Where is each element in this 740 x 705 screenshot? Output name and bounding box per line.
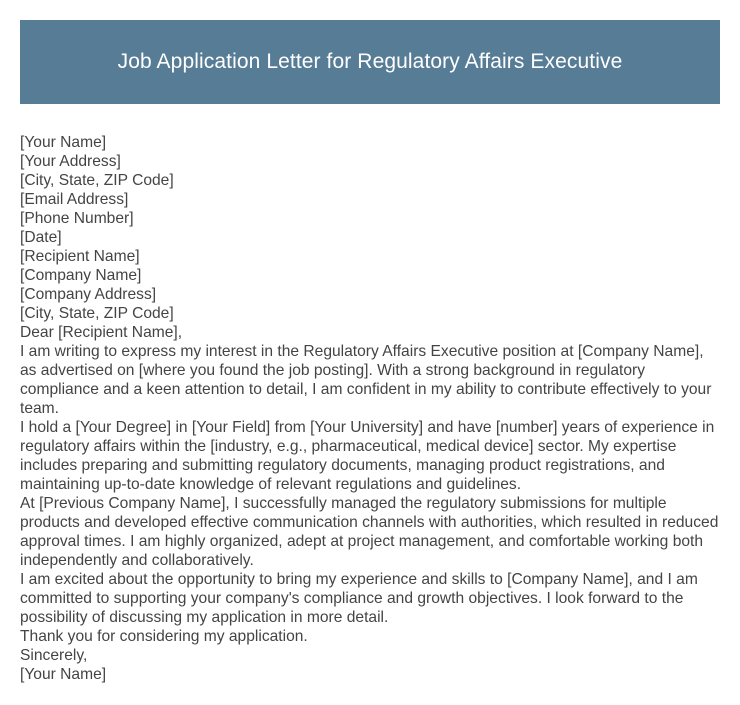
paragraph-intro: I am writing to express my interest in the Regulatory Affairs Executive position at [Company Name], as advertised on [where you found the job posting]. With a strong background in regulatory compliance and a keen attention to detail, I am confident in my ability to contribute effectively to your team. [20,343,712,417]
recipient-name: [Recipient Name] [20,248,140,265]
sender-city-state-zip: [City, State, ZIP Code] [20,172,174,189]
paragraph-qualifications: I hold a [Your Degree] in [Your Field] from [Your University] and have [number] years of experience in regulatory affairs within the [industry, e.g., pharmaceutical, medical device] sector. My expertise includes preparing and submitting regulatory documents, managing product registrations, and maintaining up-to-date knowledge of relevant regulations and guidelines. [20,419,715,493]
paragraph-experience: At [Previous Company Name], I successfully managed the regulatory submissions for multiple products and developed effective communication channels with authorities, which resulted in reduced approval times. I am highly organized, adept at project management, and comfortable working both independently and collaboratively. [20,495,719,569]
letter-body [20,133,724,684]
title-banner [20,20,720,104]
sender-block [20,133,724,247]
recipient-block [20,247,724,323]
paragraph-thanks: Thank you for considering my application. [20,628,308,645]
salutation: Dear [Recipient Name], [20,324,183,341]
sender-address: [Your Address] [20,153,121,170]
sender-phone: [Phone Number] [20,210,134,227]
recipient-address: [Company Address] [20,286,157,303]
letter-date: [Date] [20,229,62,246]
recipient-city-state-zip: [City, State, ZIP Code] [20,305,174,322]
signature: [Your Name] [20,666,107,683]
recipient-company: [Company Name] [20,267,142,284]
page-title: Job Application Letter for Regulatory Affairs Executive [117,50,623,73]
closing: Sincerely, [20,647,88,664]
sender-email: [Email Address] [20,191,129,208]
sender-name: [Your Name] [20,134,107,151]
paragraph-motivation: I am excited about the opportunity to bring my experience and skills to [Company Name], and I am committed to supporting your company's compliance and growth objectives. I look forward to the possibility of discussing my application in more detail. [20,571,698,626]
